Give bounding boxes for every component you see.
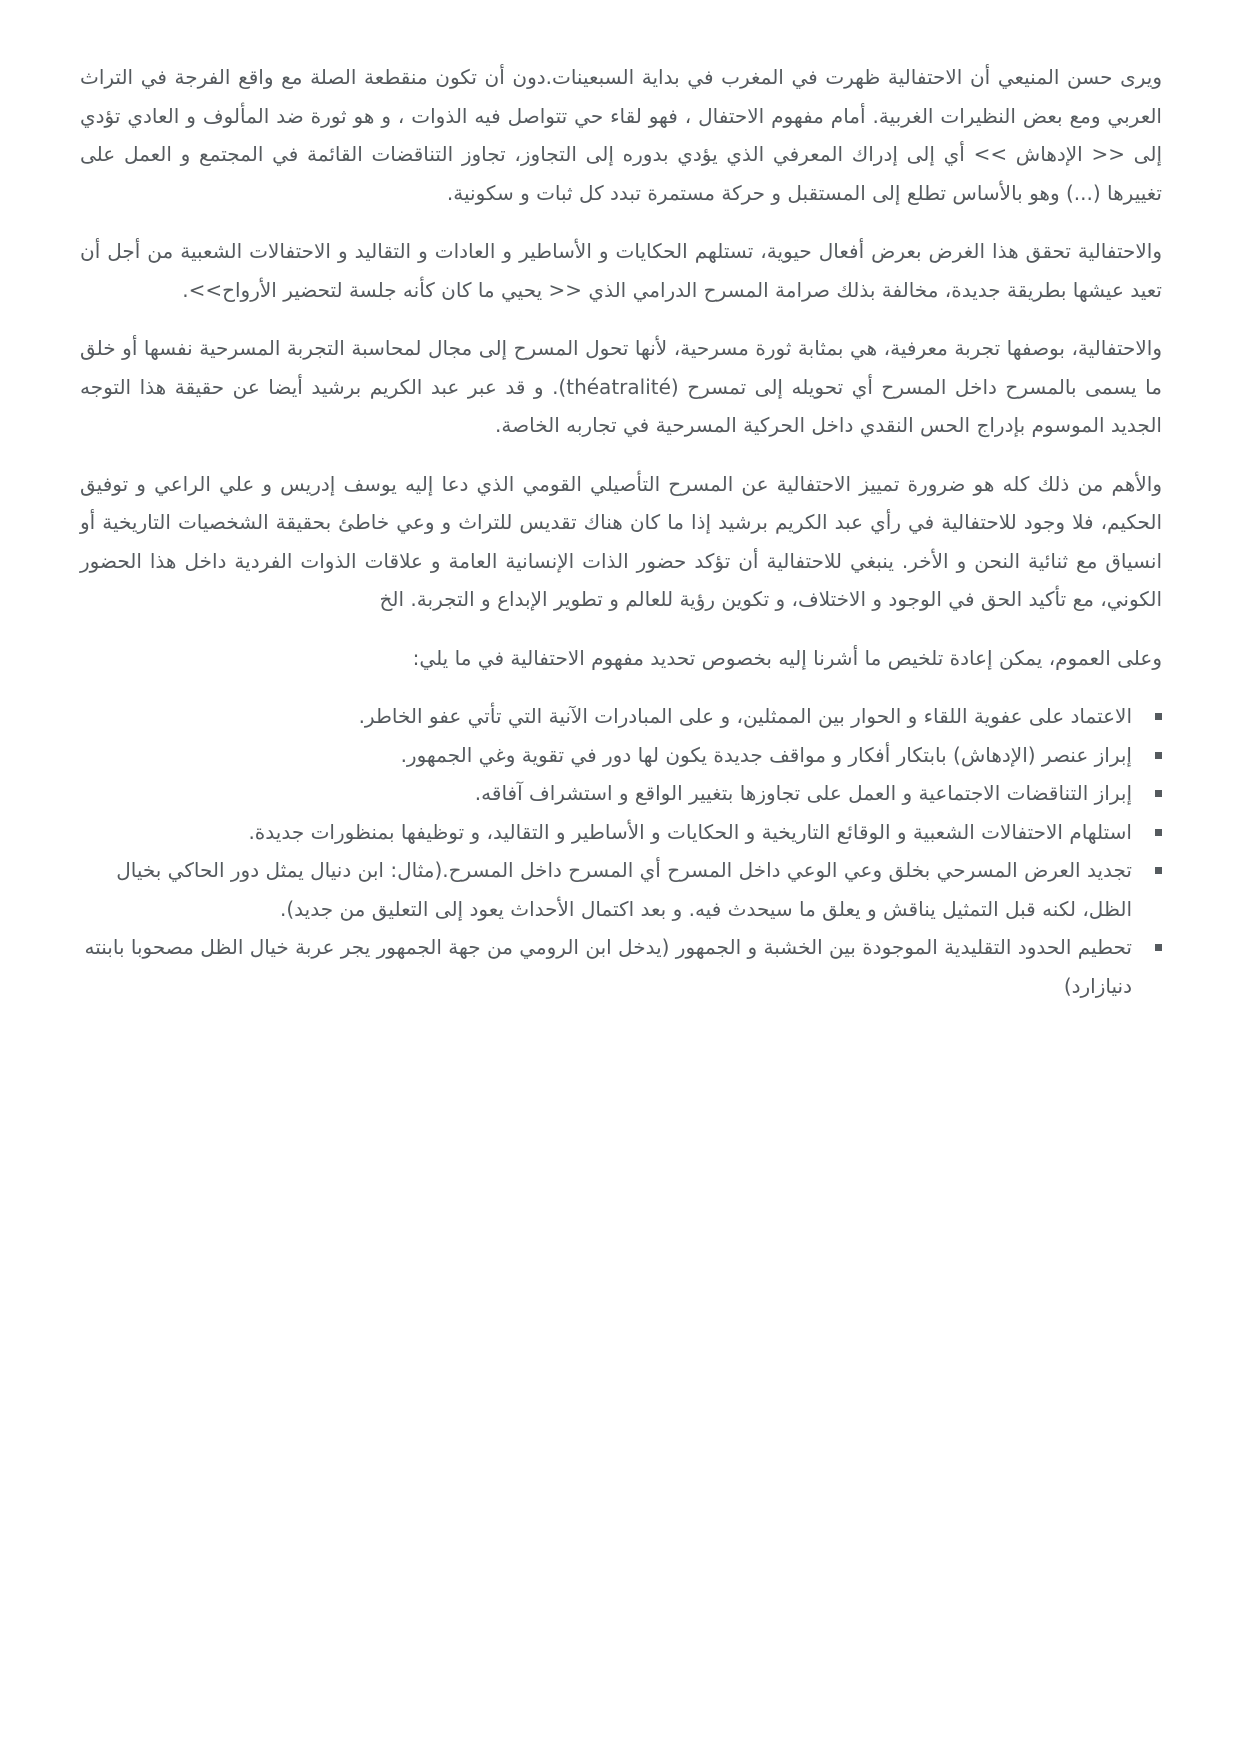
list-item: [80, 774, 1132, 813]
list-item: [80, 697, 1132, 736]
list-item-text: تجديد العرض المسرحي بخلق وعي الوعي داخل المسرح أي المسرح داخل المسرح.(مثال: ابن دنيال يمثل دور الحاكي بخيال الظل، لكنه قبل التمثيل يناقش و يعلق ما سيحدث فيه. و بعد اكتمال الأحداث يعود إلى التعليق من جديد).: [116, 858, 1132, 921]
paragraph-summary-intro: وعلى العموم، يمكن إعادة تلخيص ما أشرنا إليه بخصوص تحديد مفهوم الاحتفالية في ما يلي:: [412, 645, 1162, 670]
list-item: [80, 813, 1132, 852]
paragraph-distinction: والأهم من ذلك كله هو ضرورة تمييز الاحتفالية عن المسرح التأصيلي القومي الذي دعا إليه يوسف إدريس و علي الراعي و توفيق الحكيم، فلا وجود للاحتفالية في رأي عبد الكريم برشيد إذا ما كان هناك تقديس للتراث و وعي خاطئ بحقيقة الشخصيات التاريخية أو انسياق مع ثنائية النحن و الأخر. ينبغي للاحتفالية أن تؤكد حضور الذات الإنسانية العامة و علاقات الذوات الفردية داخل هذا الحضور الكوني، مع تأكيد الحق في الوجود و الاختلاف، و تكوين رؤية للعالم و تطوير الإبداع و التجربة. الخ: [80, 471, 1162, 611]
square-bullet-icon: [1155, 944, 1162, 951]
list-item-text: إبراز عنصر (الإدهاش) بابتكار أفكار و مواقف جديدة يكون لها دور في تقوية وغي الجمهور.: [400, 742, 1132, 767]
list-item: [80, 851, 1132, 928]
list-item-text: تحطيم الحدود التقليدية الموجودة بين الخشبة و الجمهور (يدخل ابن الرومي من جهة الجمهور يجر عربة خيال الظل مصحوبا بابنته دنيازارد): [84, 935, 1132, 998]
square-bullet-icon: [1155, 867, 1162, 874]
paragraph-theatrical-revolution: والاحتفالية، بوصفها تجربة معرفية، هي بمثابة ثورة مسرحية، لأنها تحول المسرح إلى مجال لمحاسبة التجربة المسرحية نفسها أو خلق ما يسمى بالمسرح داخل المسرح أي تحويله إلى تمسرح (théatralité). و قد عبر عبد الكريم برشيد أيضا عن حقيقة هذا التوجه الجديد الموسوم بإدراج الحس النقدي داخل الحركية المسرحية في تجاربه الخاصة.: [80, 336, 1162, 437]
square-bullet-icon: [1155, 713, 1162, 720]
list-item-text: الاعتماد على عفوية اللقاء و الحوار بين الممثلين، و على المبادرات الآنية التي تأتي عفو الخاطر.: [358, 704, 1132, 728]
list-item: [80, 928, 1132, 1005]
summary-list: [80, 697, 1162, 1005]
square-bullet-icon: [1155, 752, 1162, 759]
document-page: [80, 58, 1162, 1005]
square-bullet-icon: [1155, 790, 1162, 797]
list-item-text: إبراز التناقضات الاجتماعية و العمل على تجاوزها بتغيير الواقع و استشراف آفاقه.: [474, 781, 1132, 805]
square-bullet-icon: [1155, 829, 1162, 836]
list-item: [80, 736, 1132, 775]
list-item-text: استلهام الاحتفالات الشعبية و الوقائع التاريخية و الحكايات و الأساطير و التقاليد، و توظيفها بمنظورات جديدة.: [248, 819, 1132, 844]
paragraph-purpose: والاحتفالية تحقق هذا الغرض بعرض أفعال حيوية، تستلهم الحكايات و الأساطير و العادات و التقاليد و الاحتفالات الشعبية من أجل أن تعيد عيشها بطريقة جديدة، مخالفة بذلك صرامة المسرح الدرامي الذي << يحيي ما كان كأنه جلسة لتحضير الأرواح>>.: [80, 239, 1162, 302]
paragraph-intro-ihtifaliya: ويرى حسن المنيعي أن الاحتفالية ظهرت في المغرب في بداية السبعينات.دون أن تكون منقطعة الصلة مع واقع الفرجة في التراث العربي ومع بعض النظيرات الغربية. أمام مفهوم الاحتفال ، فهو لقاء حي تتواصل فيه الذوات ، و هو ثورة ضد المألوف و العادي تؤدي إلى << الإدهاش >> أي إلى إدراك المعرفي الذي يؤدي بدوره إلى التجاوز، تجاوز التناقضات القائمة في المجتمع و العمل على تغييرها (...) وهو بالأساس تطلع إلى المستقبل و حركة مستمرة تبدد كل ثبات و سكونية.: [80, 65, 1162, 205]
